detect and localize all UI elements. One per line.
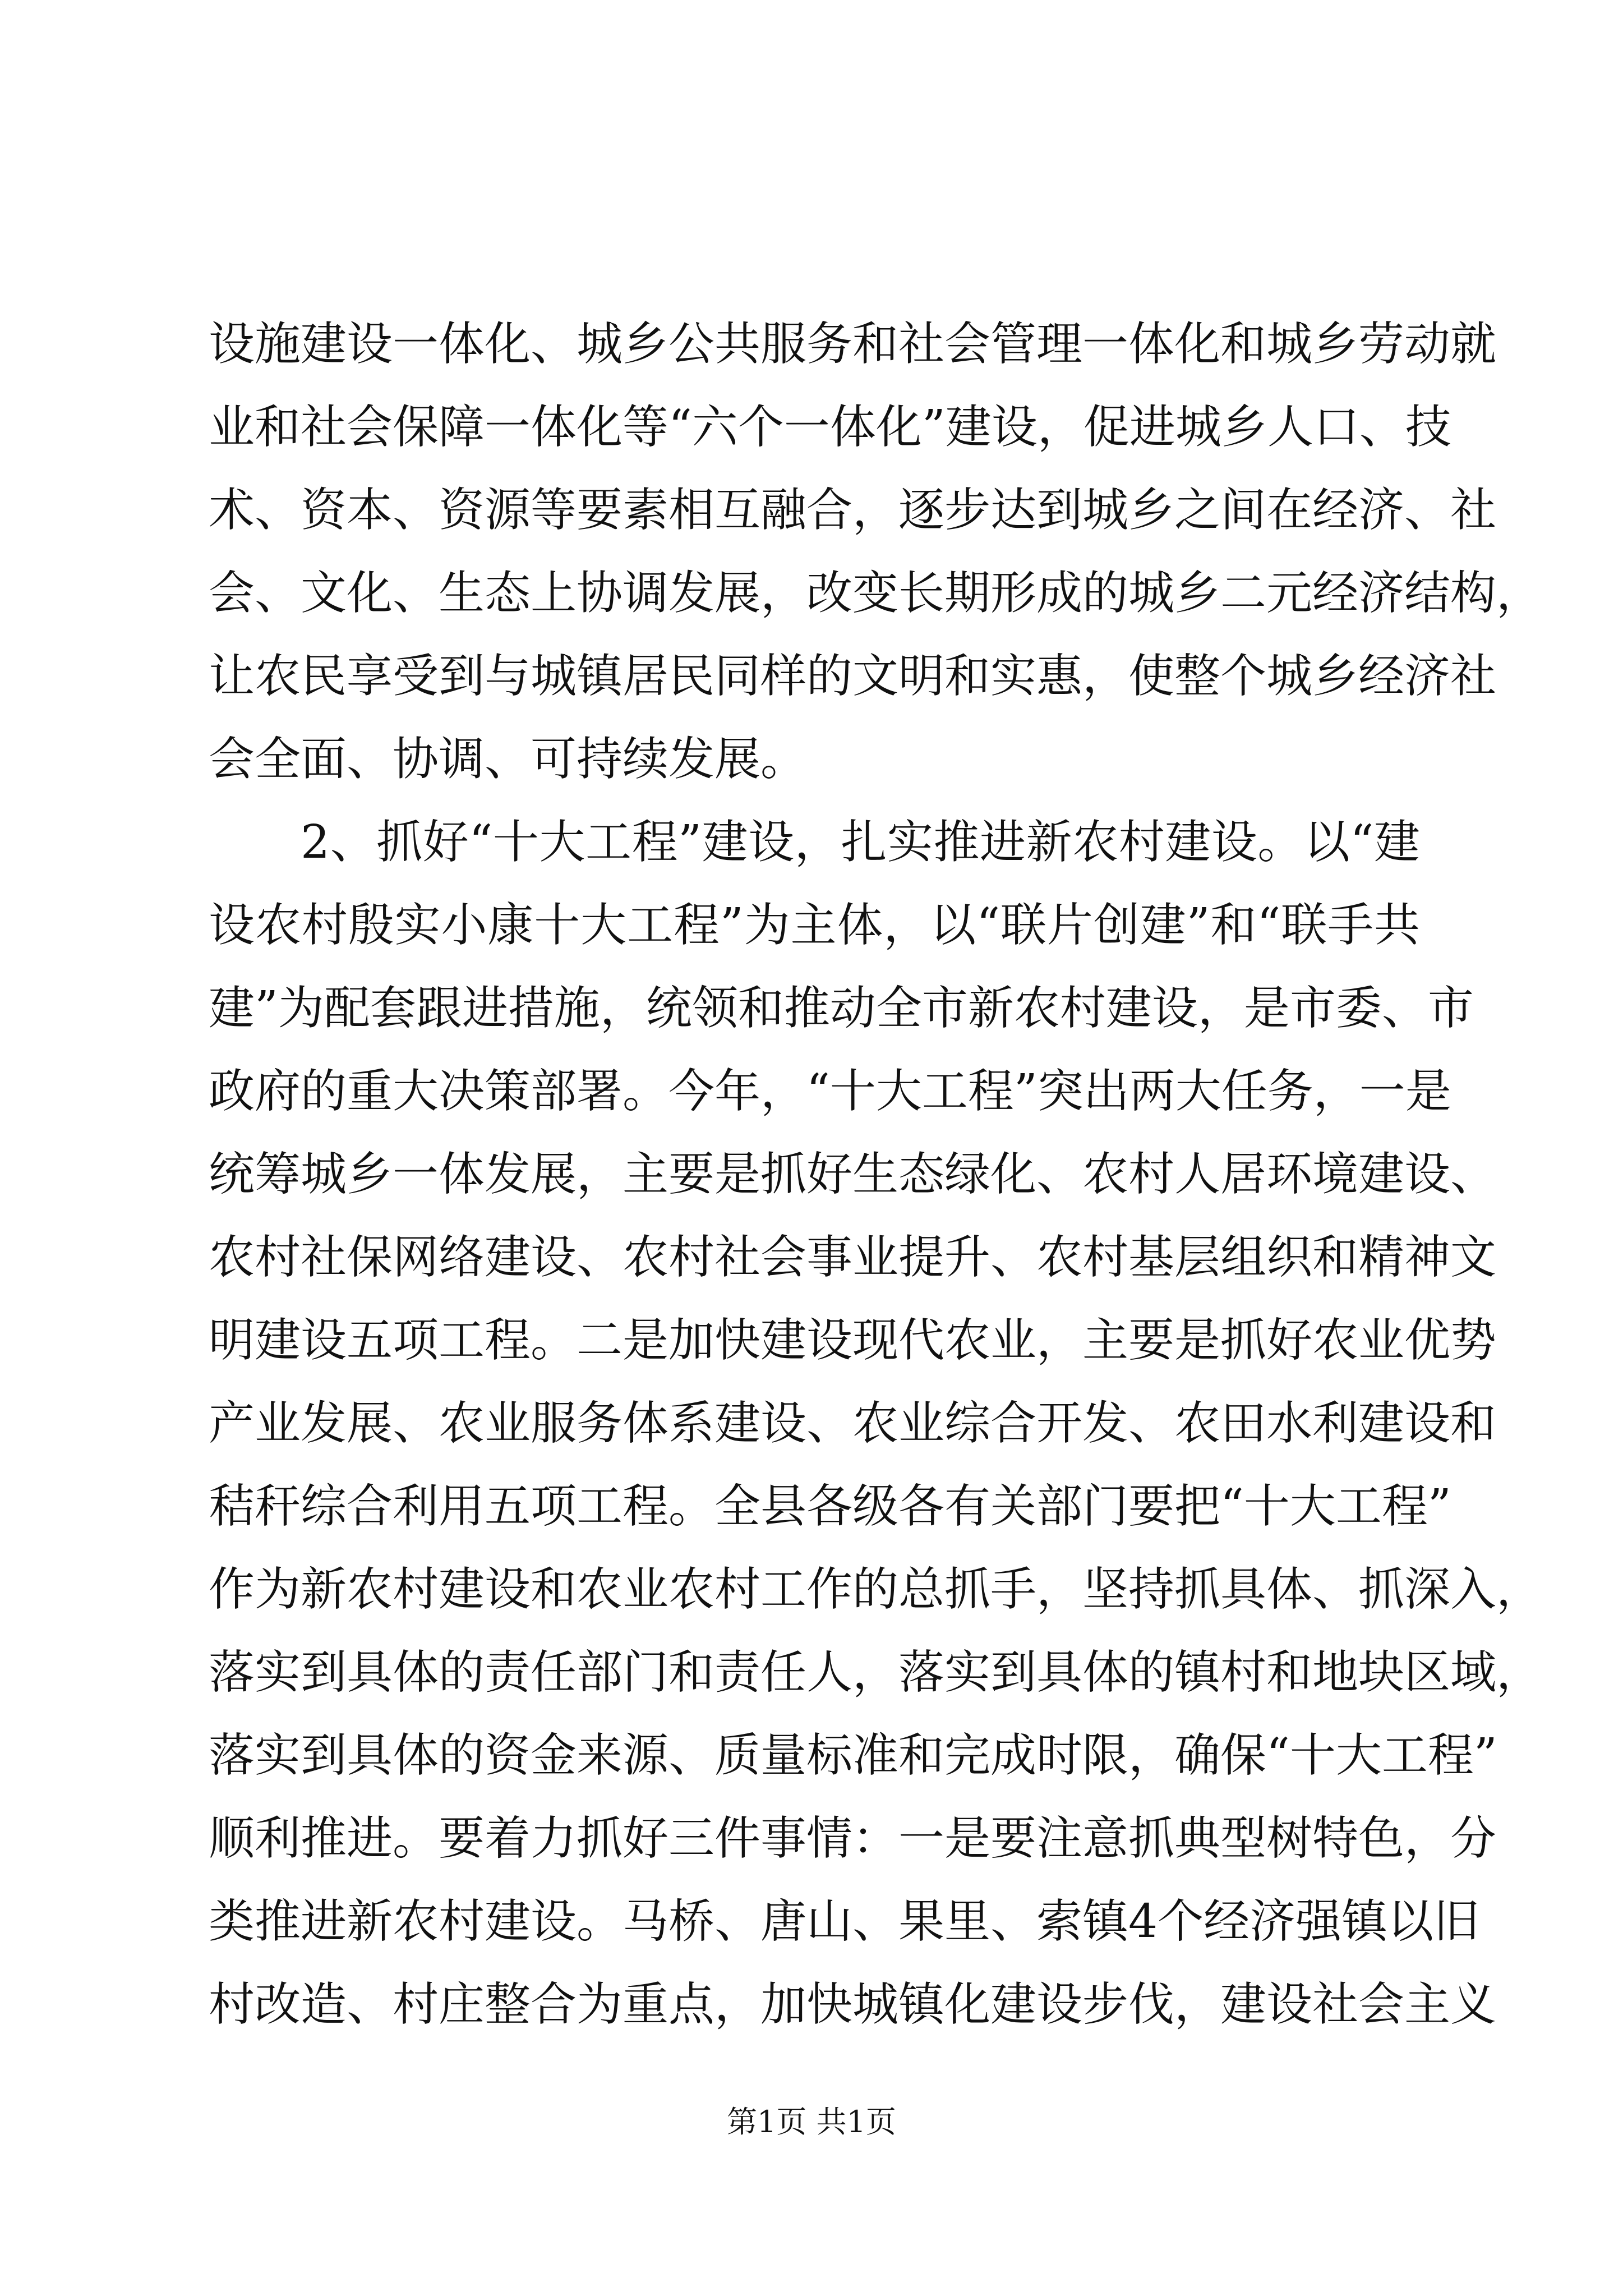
text-line: 政府的重大决策部署。今年，“十大工程”突出两大任务，一是: [209, 1065, 1451, 1118]
text-line: 设施建设一体化、城乡公共服务和社会管理一体化和城乡劳动就: [209, 318, 1497, 371]
text-line: 会全面、协调、可持续发展。: [209, 733, 807, 786]
text-line: 术、资本、资源等要素相互融合，逐步达到城乡之间在经济、社: [209, 484, 1497, 537]
text-line: 作为新农村建设和农业农村工作的总抓手，坚持抓具体、抓深入，: [209, 1563, 1543, 1616]
text-line: 顺利推进。要着力抓好三件事情：一是要注意抓典型树特色，分: [209, 1812, 1497, 1865]
text-line: 让农民享受到与城镇居民同样的文明和实惠，使整个城乡经济社: [209, 650, 1497, 703]
page-number: 第1页 共1页: [727, 2104, 896, 2139]
page-footer: [0, 2102, 1623, 2142]
text-line: 落实到具体的责任部门和责任人，落实到具体的镇村和地块区域，: [209, 1646, 1543, 1699]
text-line: 农村社保网络建设、农村社会事业提升、农村基层组织和精神文: [209, 1231, 1497, 1284]
text-line: 统筹城乡一体发展，主要是抓好生态绿化、农村人居环境建设、: [209, 1148, 1497, 1201]
text-line: 村改造、村庄整合为重点，加快城镇化建设步伐，建设社会主义: [209, 1978, 1497, 2031]
text-line: 落实到具体的资金来源、质量标准和完成时限，确保“十大工程”: [209, 1729, 1497, 1782]
paragraph-start-line: 2、抓好“十大工程”建设，扎实推进新农村建设。以“建: [301, 816, 1420, 869]
text-line: 产业发展、农业服务体系建设、农业综合开发、农田水利建设和: [209, 1397, 1497, 1450]
text-line: 类推进新农村建设。马桥、唐山、果里、索镇4个经济强镇以旧: [209, 1895, 1480, 1948]
text-line: 秸秆综合利用五项工程。全县各级各有关部门要把“十大工程”: [209, 1480, 1451, 1533]
text-line: 业和社会保障一体化等“六个一体化”建设，促进城乡人口、技: [209, 401, 1451, 454]
text-line: 明建设五项工程。二是加快建设现代农业，主要是抓好农业优势: [209, 1314, 1497, 1367]
body-text: [209, 303, 1543, 2046]
text-line: 设农村殷实小康十大工程”为主体，以“联片创建”和“联手共: [209, 899, 1420, 952]
text-line: 建”为配套跟进措施，统领和推动全市新农村建设，是市委、市: [209, 982, 1474, 1035]
text-line: 会、文化、生态上协调发展，改变长期形成的城乡二元经济结构，: [209, 567, 1543, 620]
